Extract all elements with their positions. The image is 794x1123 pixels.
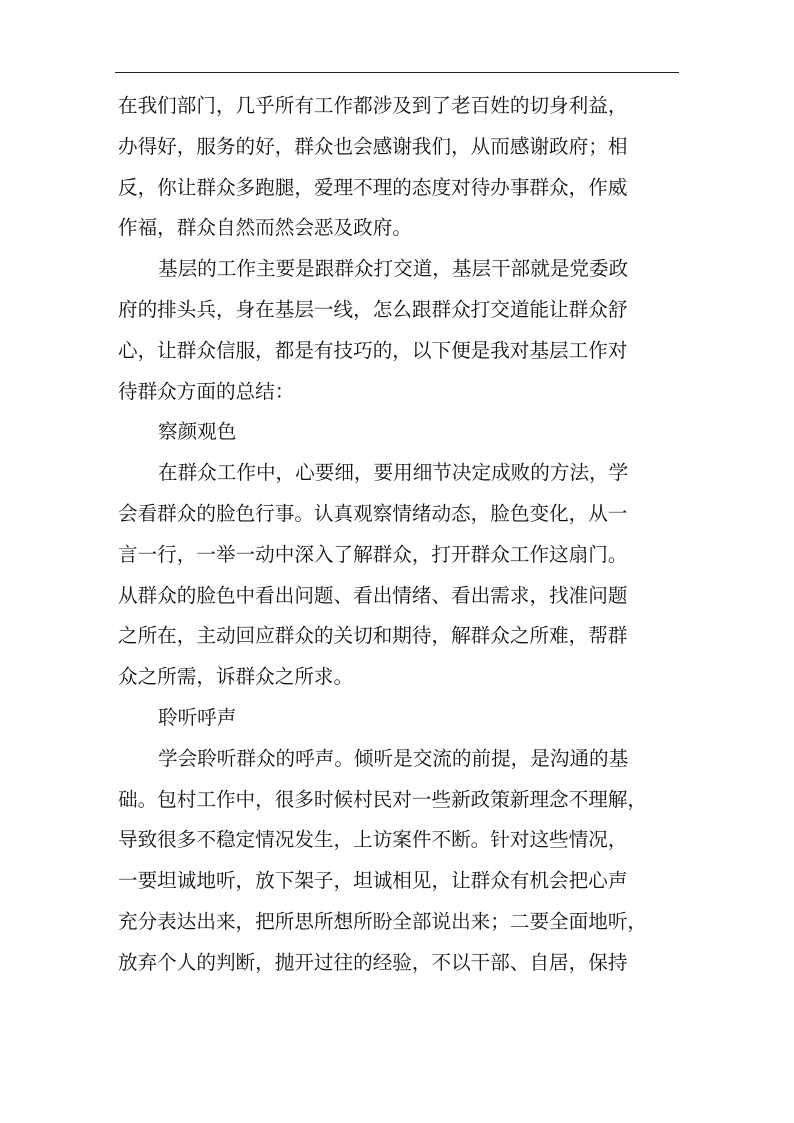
document-body: [118, 86, 682, 984]
text-line: 充分表达出来，把所思所想所盼全部说出来；二要全面地听，: [118, 909, 648, 933]
text-line: 众之所需，诉群众之所求。: [118, 665, 354, 689]
text-line: 学会聆听群众的呼声。倾听是交流的前提，是沟通的基: [158, 746, 629, 770]
header-rule: [115, 72, 679, 73]
text-line: 办得好，服务的好，群众也会感谢我们，从而感谢政府；相: [118, 134, 628, 158]
section-heading: 察颜观色: [158, 420, 237, 444]
text-line: 会看群众的脸色行事。认真观察情绪动态，脸色变化，从一: [118, 501, 628, 525]
text-line: 心，让群众信服，都是有技巧的，以下便是我对基层工作对: [118, 338, 628, 362]
text-line: 一要坦诚地听，放下架子，坦诚相见，让群众有机会把心声: [118, 869, 628, 893]
text-line: 基层的工作主要是跟群众打交道，基层干部就是党委政: [158, 257, 629, 281]
text-line: 在群众工作中，心要细，要用细节决定成败的方法，学: [158, 461, 629, 485]
section-heading: 聆听呼声: [158, 705, 237, 729]
text-line: 反，你让群众多跑腿，爱理不理的态度对待办事群众，作威: [118, 175, 628, 199]
text-line: 础。包村工作中，很多时候村民对一些新政策新理念不理解，: [118, 787, 648, 811]
text-line: 府的排头兵，身在基层一线，怎么跟群众打交道能让群众舒: [118, 297, 628, 321]
text-line: 放弃个人的判断，抛开过往的经验，不以干部、自居，保持: [118, 950, 628, 974]
text-line: 言一行，一举一动中深入了解群众，打开群众工作这扇门。: [118, 542, 628, 566]
text-line: 待群众方面的总结：: [118, 379, 295, 403]
text-line: 导致很多不稳定情况发生，上访案件不断。针对这些情况，: [118, 828, 628, 852]
text-line: 之所在，主动回应群众的关切和期待，解群众之所难，帮群: [118, 624, 628, 648]
text-line: 从群众的脸色中看出问题、看出情绪、看出需求，找准问题: [118, 583, 628, 607]
text-line: 作福，群众自然而然会恶及政府。: [118, 216, 412, 240]
text-line: 在我们部门，几乎所有工作都涉及到了老百姓的切身利益，: [118, 94, 628, 117]
